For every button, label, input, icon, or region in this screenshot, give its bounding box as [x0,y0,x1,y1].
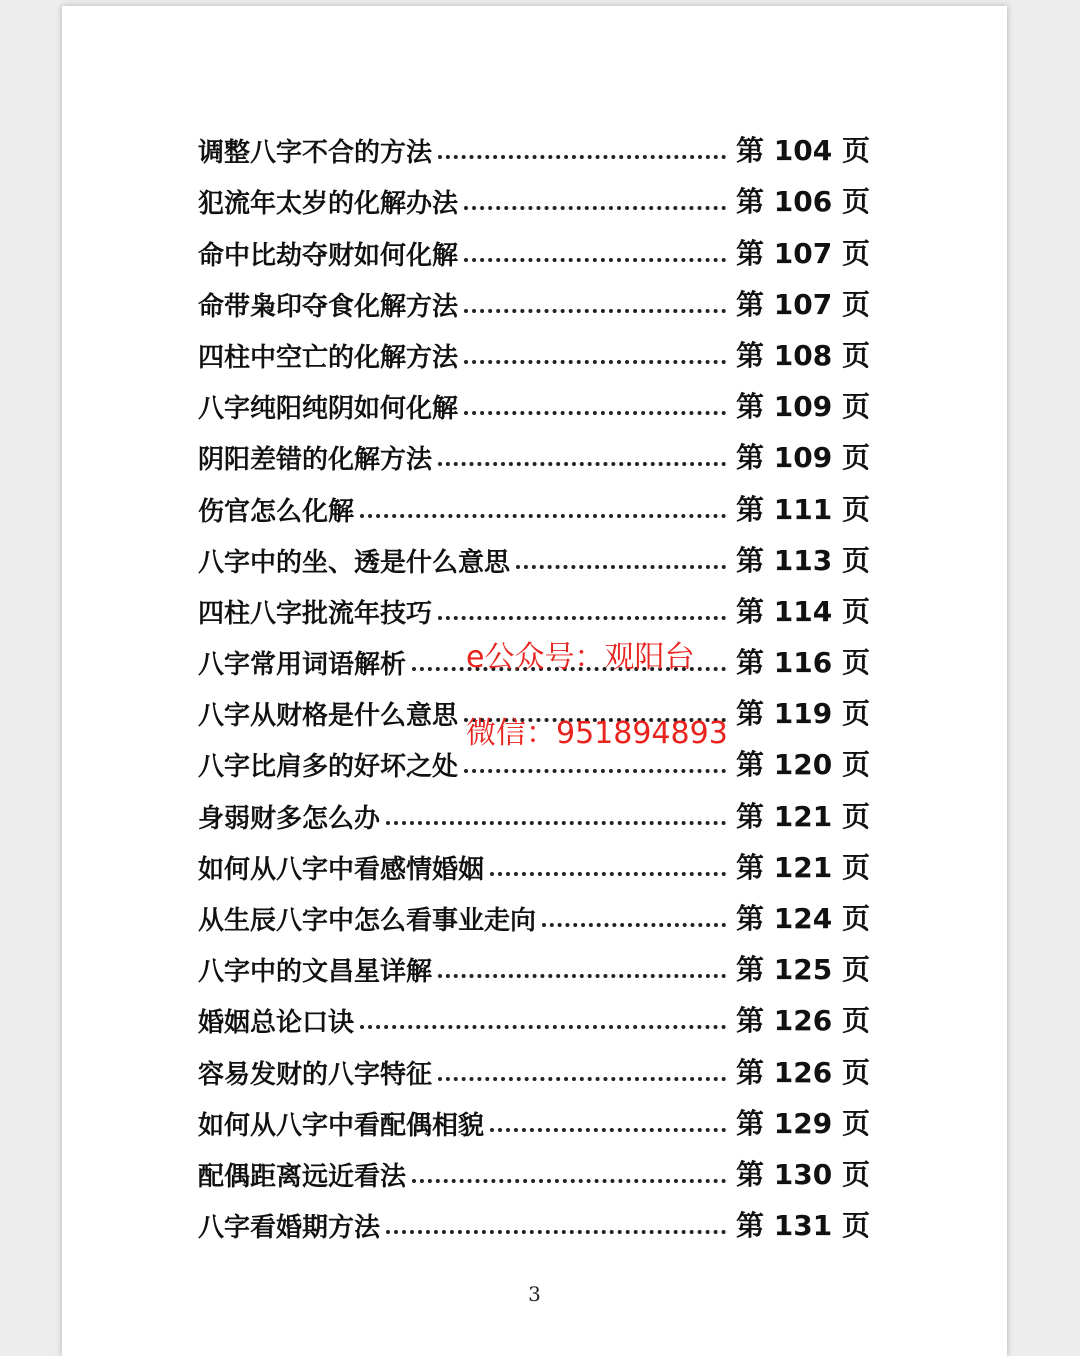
toc-entry-title: 配偶距离远近看法 [198,1161,407,1192]
dot-leader [542,923,726,927]
toc-entry [198,886,870,937]
toc-entry-page: 第 121 页 [736,799,870,833]
dot-leader [438,616,726,620]
watermark-wechat-account: e公众号：观阳台 [466,640,695,675]
dot-leader [360,1025,726,1029]
toc-entry-page: 第 106 页 [736,185,870,219]
toc-entry-page: 第 109 页 [736,390,870,424]
toc-entry-page: 第 107 页 [736,236,870,270]
toc-entry-title: 犯流年太岁的化解办法 [198,189,459,220]
toc-entry-page: 第 108 页 [736,338,870,372]
toc-entry-page: 第 125 页 [736,953,870,987]
toc-entry-title: 如何从八字中看感情婚姻 [198,854,485,885]
toc-entry-title: 从生辰八字中怎么看事业走向 [198,906,537,936]
toc-entry-page: 第 120 页 [736,748,870,782]
toc-entry-title: 八字中的坐、透是什么意思 [198,547,511,578]
toc-entry-title: 八字从财格是什么意思 [198,701,459,732]
toc-entry [198,169,870,220]
toc-entry [198,1091,870,1142]
document-page [62,6,1007,1356]
toc-entry-title: 身弱财多怎么办 [198,803,381,834]
toc-entry-title: 八字看婚期方法 [198,1213,381,1244]
dot-leader [438,462,726,466]
toc-entry-page: 第 104 页 [736,134,870,168]
toc-entry-title: 四柱八字批流年技巧 [198,598,433,629]
dot-leader [464,360,726,364]
toc-entry-title: 命中比劫夺财如何化解 [198,240,459,271]
toc-entry-title: 八字中的文昌星详解 [198,957,433,988]
toc-entry [198,220,870,271]
dot-leader [412,1179,726,1183]
dot-leader [490,872,726,876]
toc-entry [198,1142,870,1193]
toc-entry [198,118,870,169]
toc-entry-page: 第 114 页 [736,594,870,628]
dot-leader [464,258,726,262]
dot-leader [464,769,726,773]
toc-entry-title: 婚姻总论口诀 [198,1008,355,1039]
toc-entry-title: 阴阳差错的化解方法 [198,445,433,476]
dot-leader [360,514,726,518]
toc-entry-page: 第 124 页 [736,902,870,935]
toc-entry-page: 第 119 页 [736,697,870,731]
toc-entry [198,476,870,527]
toc-entry [198,988,870,1039]
table-of-contents [198,118,870,1244]
toc-entry [198,1193,870,1244]
toc-entry-title: 容易发财的八字特征 [198,1059,433,1090]
dot-leader [386,1230,726,1234]
toc-entry-page: 第 109 页 [736,441,870,475]
toc-entry [198,579,870,630]
toc-entry [198,783,870,834]
toc-entry-title: 四柱中空亡的化解方法 [198,342,459,373]
toc-entry [198,323,870,374]
toc-entry-page: 第 126 页 [736,1055,870,1089]
toc-entry [198,835,870,886]
toc-entry [198,937,870,988]
dot-leader [386,821,726,825]
toc-entry-page: 第 130 页 [736,1157,870,1191]
dot-leader [464,411,726,415]
dot-leader [490,1128,726,1132]
toc-entry [198,374,870,425]
toc-entry-title: 伤官怎么化解 [198,496,355,527]
toc-entry-title: 如何从八字中看配偶相貌 [198,1110,485,1141]
page-number: 3 [528,1282,541,1306]
toc-entry-title: 命带枭印夺食化解方法 [198,291,459,322]
toc-entry [198,425,870,476]
dot-leader [464,309,726,313]
toc-entry [198,528,870,579]
toc-entry-title: 八字常用词语解析 [198,650,407,681]
toc-entry-page: 第 107 页 [736,287,870,321]
dot-leader [464,206,726,210]
toc-entry-title: 八字纯阳纯阴如何化解 [198,394,459,425]
toc-entry [198,1039,870,1090]
toc-entry-page: 第 111 页 [736,492,870,526]
toc-entry-title: 八字比肩多的好坏之处 [198,752,459,783]
dot-leader [438,155,726,159]
dot-leader [438,1077,726,1081]
toc-entry [198,272,870,323]
toc-entry-page: 第 131 页 [736,1209,870,1243]
toc-entry-title: 调整八字不合的方法 [198,138,433,169]
watermark-wechat-id: 微信：951894893 [466,716,728,751]
toc-entry-page: 第 116 页 [736,646,870,680]
toc-entry-page: 第 113 页 [736,543,870,577]
toc-entry-page: 第 121 页 [736,850,870,884]
toc-entry-page: 第 126 页 [736,1004,870,1038]
toc-entry-page: 第 129 页 [736,1106,870,1140]
dot-leader [516,565,726,569]
dot-leader [438,974,726,978]
